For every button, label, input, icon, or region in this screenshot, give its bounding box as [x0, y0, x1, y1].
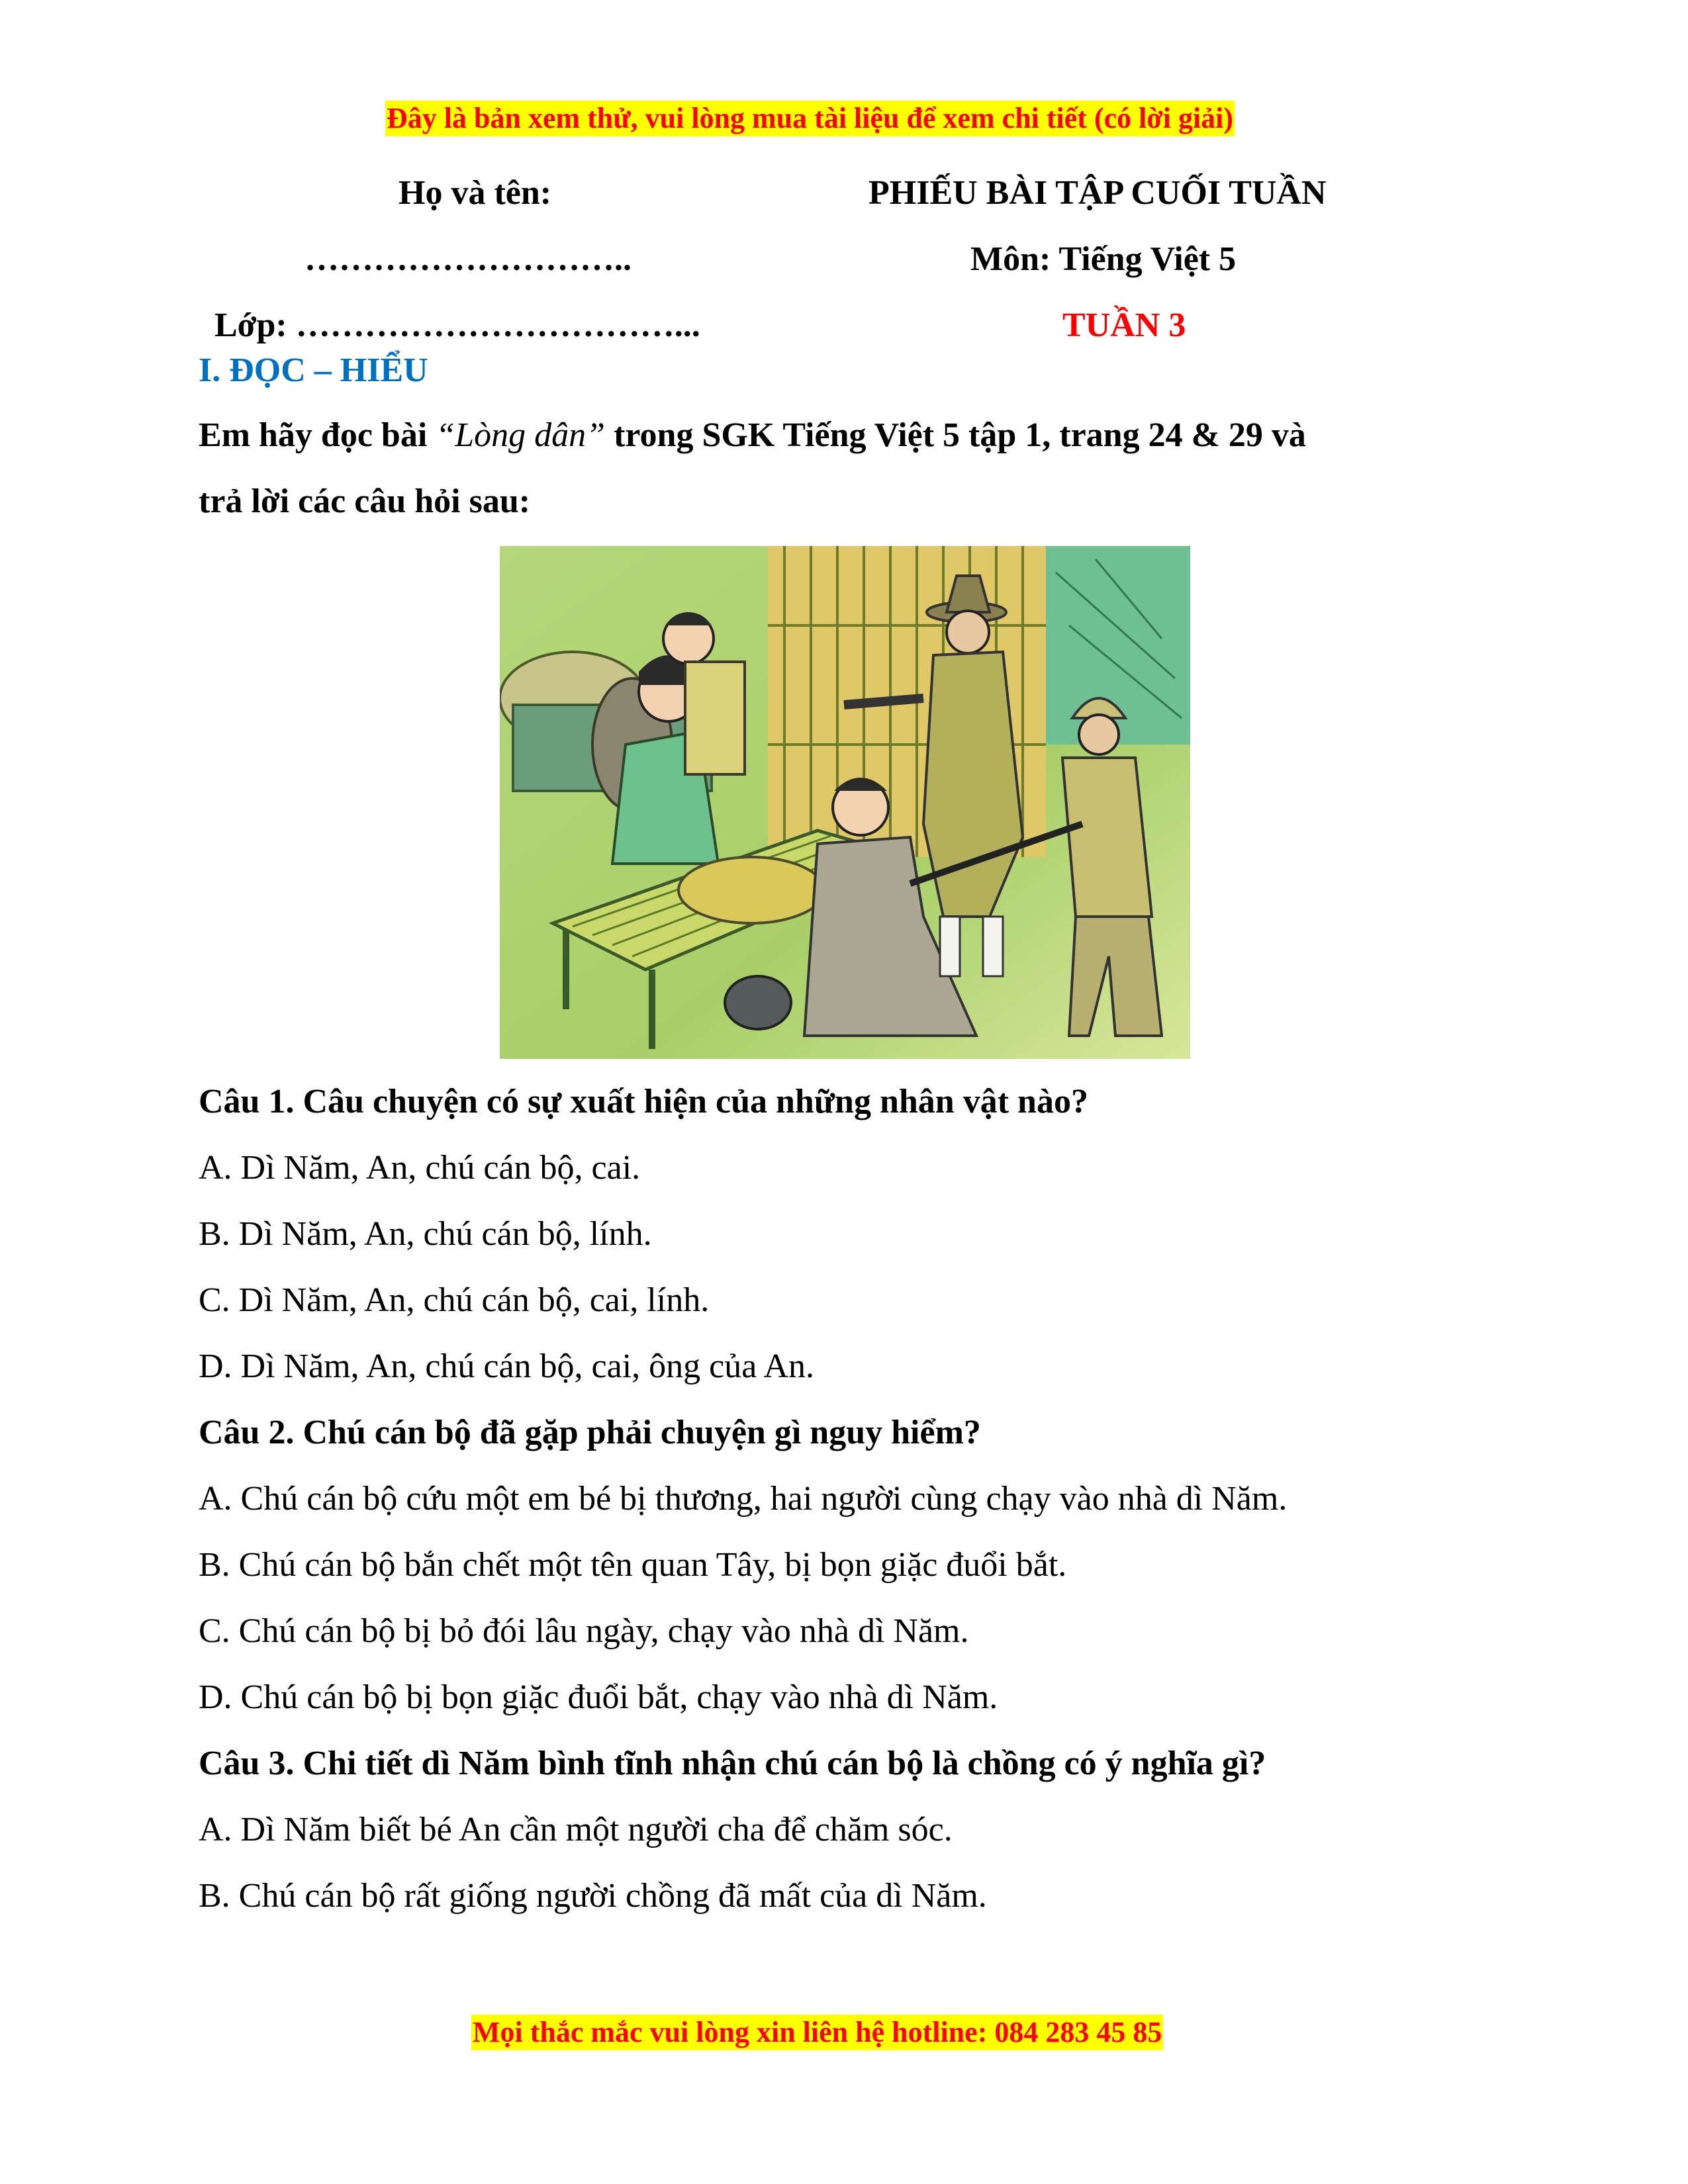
name-blank: ……………………….. [305, 240, 632, 278]
instruction-line-1 [199, 416, 1306, 455]
question-1-option-d: D. Dì Năm, An, chú cán bộ, cai, ông của An. [199, 1347, 815, 1385]
week-label: TUẦN 3 [1062, 306, 1186, 344]
question-3-option-b: B. Chú cán bộ rất giống người chồng đã mất của dì Năm. [199, 1877, 987, 1915]
name-label: Họ và tên: [399, 174, 552, 212]
instruction-line-2: trả lời các câu hỏi sau: [199, 482, 531, 520]
question-1-option-c: C. Dì Năm, An, chú cán bộ, cai, lính. [199, 1281, 710, 1319]
subject-label: Môn: Tiếng Việt 5 [970, 240, 1237, 278]
hotline-notice: Mọi thắc mắc vui lòng xin liên hệ hotline: 084 283 45 85 [471, 2015, 1163, 2050]
worksheet-title: PHIẾU BÀI TẬP CUỐI TUẦN [868, 174, 1327, 212]
question-3-option-a: A. Dì Năm biết bé An cần một người cha để chăm sóc. [199, 1811, 953, 1848]
story-title: “Lòng dân” [436, 416, 606, 454]
question-1-title: Câu 1. Câu chuyện có sự xuất hiện của những nhân vật nào? [199, 1083, 1088, 1120]
question-2-option-b: B. Chú cán bộ bắn chết một tên quan Tây, bị bọn giặc đuổi bắt. [199, 1546, 1067, 1584]
instruction-suffix: trong SGK Tiếng Việt 5 tập 1, trang 24 & 29 và [605, 416, 1306, 454]
question-1-option-b: B. Dì Năm, An, chú cán bộ, lính. [199, 1215, 652, 1253]
question-2-option-d: D. Chú cán bộ bị bọn giặc đuổi bắt, chạy vào nhà dì Năm. [199, 1678, 998, 1716]
class-label: Lớp: ……………………………... [214, 306, 700, 344]
story-illustration [500, 546, 1190, 1059]
question-2-option-a: A. Chú cán bộ cứu một em bé bị thương, hai người cùng chạy vào nhà dì Năm. [199, 1480, 1288, 1518]
section-title: I. ĐỌC – HIỂU [199, 351, 428, 389]
question-3-title: Câu 3. Chi tiết dì Năm bình tĩnh nhận chú cán bộ là chồng có ý nghĩa gì? [199, 1745, 1266, 1782]
question-2-option-c: C. Chú cán bộ bị bỏ đói lâu ngày, chạy vào nhà dì Năm. [199, 1612, 969, 1650]
question-1-option-a: A. Dì Năm, An, chú cán bộ, cai. [199, 1149, 641, 1187]
preview-notice: Đây là bản xem thử, vui lòng mua tài liệu để xem chi tiết (có lời giải) [385, 101, 1235, 136]
question-2-title: Câu 2. Chú cán bộ đã gặp phải chuyện gì nguy hiểm? [199, 1414, 981, 1451]
instruction-prefix: Em hãy đọc bài [199, 416, 436, 454]
